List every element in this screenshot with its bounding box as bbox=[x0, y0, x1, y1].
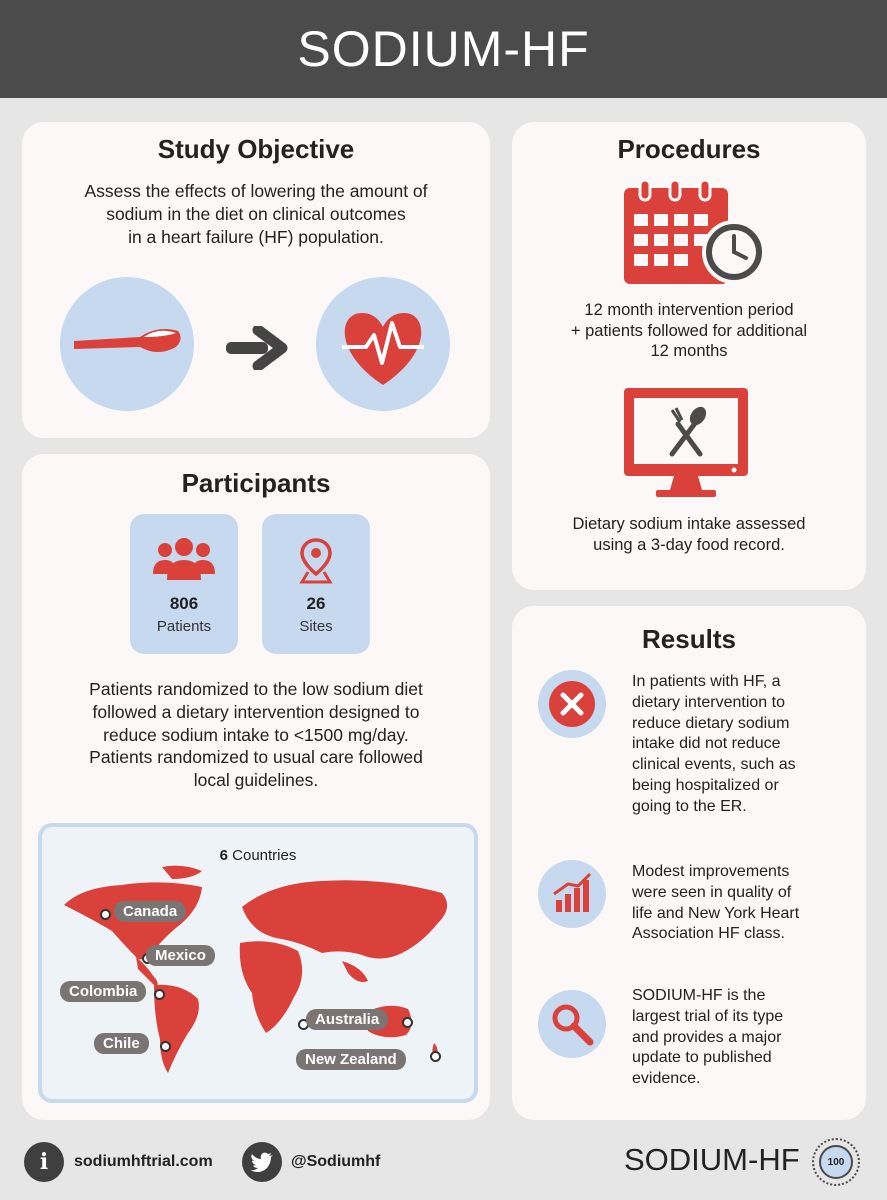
sites-stat bbox=[262, 514, 370, 654]
result-1-text: In patients with HF, a dietary intervention to reduce dietary sodium intake did not reduce clinical events, such as being hospitalized or going to the ER. bbox=[632, 673, 796, 815]
sites-label: Sites bbox=[299, 618, 333, 635]
magnifier-icon bbox=[538, 990, 606, 1058]
procedures-text-2: Dietary sodium intake assessed using a 3-day food record. bbox=[572, 515, 806, 554]
procedures-text-1: 12 month intervention period + patients followed for additional 12 months bbox=[570, 301, 808, 361]
countries-caption: 6 Countries bbox=[219, 847, 297, 864]
result-2-text: Modest improvements were seen in quality of life and New York Heart Association HF class. bbox=[632, 863, 800, 943]
location-pin-icon bbox=[298, 536, 334, 584]
page-header bbox=[0, 0, 887, 98]
calendar-clock-icon bbox=[620, 178, 770, 288]
new-zealand-marker bbox=[430, 1051, 441, 1062]
salt-spoon-icon bbox=[60, 277, 194, 411]
x-circle-icon bbox=[538, 670, 606, 738]
result-1-circle bbox=[538, 670, 606, 738]
colombia-marker bbox=[154, 989, 165, 1000]
mexico-label: Mexico bbox=[146, 945, 215, 966]
monitor-utensils-icon bbox=[622, 386, 750, 500]
heartbeat-icon bbox=[316, 277, 450, 411]
participants-title: Participants bbox=[181, 468, 331, 498]
canada-marker bbox=[100, 909, 111, 920]
australia-label: Australia bbox=[306, 1009, 388, 1030]
bar-chart-up-icon bbox=[538, 860, 606, 928]
new-zealand-label: New Zealand bbox=[296, 1049, 406, 1070]
page-title: SODIUM-HF bbox=[297, 21, 590, 77]
heart-circle bbox=[316, 277, 450, 411]
people-icon bbox=[151, 536, 217, 582]
result-2-circle bbox=[538, 860, 606, 928]
results-title: Results bbox=[642, 624, 736, 654]
world-map-panel bbox=[38, 823, 478, 1103]
study-objective-title: Study Objective bbox=[157, 134, 355, 164]
procedures-card bbox=[512, 122, 866, 590]
chile-label: Chile bbox=[94, 1033, 149, 1054]
website-link[interactable]: sodiumhftrial.com bbox=[74, 1153, 213, 1170]
colombia-label: Colombia bbox=[60, 981, 146, 1002]
result-3-text: SODIUM-HF is the largest trial of its type and provides a major update to published evidence. bbox=[632, 987, 784, 1088]
chile-marker bbox=[160, 1041, 171, 1052]
spoon-circle bbox=[60, 277, 194, 411]
twitter-icon bbox=[242, 1142, 282, 1182]
patients-label: Patients bbox=[156, 618, 212, 635]
badge-inner: 100 bbox=[819, 1145, 853, 1179]
study-objective-card bbox=[22, 122, 490, 438]
canada-label: Canada bbox=[114, 901, 186, 922]
study-objective-text: Assess the effects of lowering the amount of sodium in the diet on clinical outcomes in a heart failure (HF) population. bbox=[84, 181, 428, 247]
arrow-right-icon bbox=[222, 326, 288, 370]
patients-count: 806 bbox=[169, 594, 199, 613]
australia-marker-right bbox=[402, 1017, 413, 1028]
info-icon: i bbox=[24, 1142, 64, 1182]
footer-logo-badge bbox=[812, 1138, 860, 1186]
participants-text: Patients randomized to the low sodium diet followed a dietary intervention designed to reduce sodium intake to <1500 mg/day. Patients randomized to usual care followed local guidelines. bbox=[89, 679, 423, 790]
result-3-circle bbox=[538, 990, 606, 1058]
patients-stat bbox=[130, 514, 238, 654]
twitter-handle[interactable]: @Sodiumhf bbox=[291, 1153, 381, 1170]
sites-count: 26 bbox=[306, 594, 326, 613]
procedures-title: Procedures bbox=[617, 134, 761, 164]
world-map-graphic bbox=[42, 827, 474, 1099]
footer-logo-text: SODIUM-HF bbox=[624, 1142, 800, 1177]
